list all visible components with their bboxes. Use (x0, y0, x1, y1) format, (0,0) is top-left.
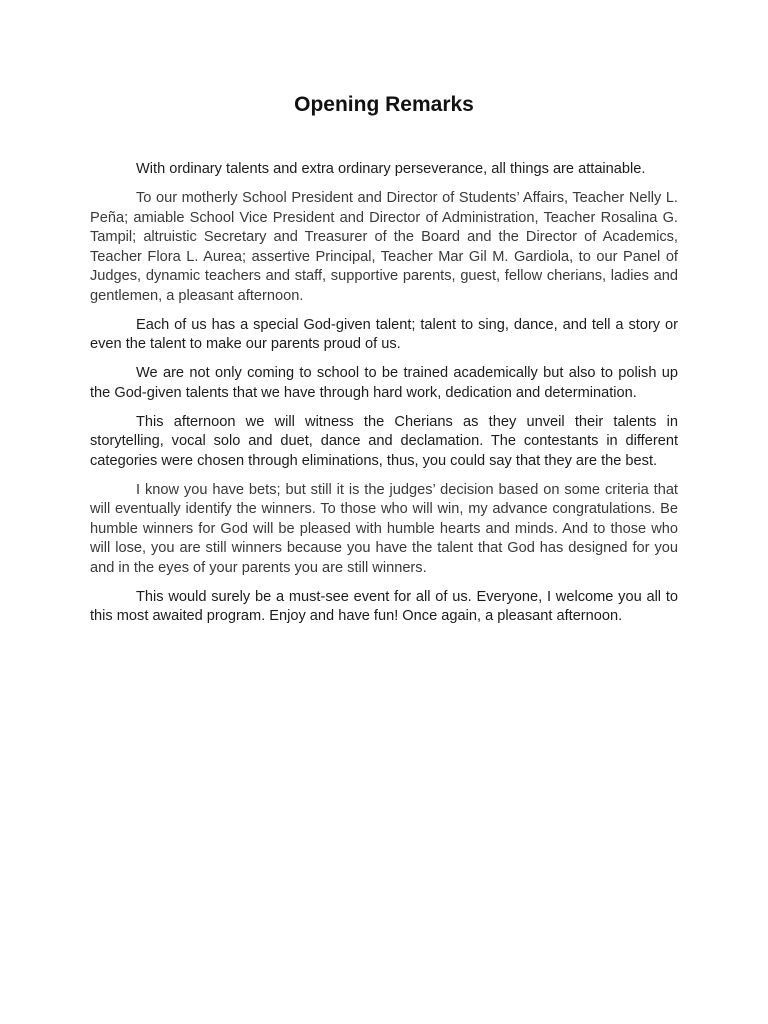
document-body (90, 160, 678, 636)
paragraph-salutation: To our motherly School President and Director of Students’ Affairs, Teacher Nelly L. Peña; amiable School Vice President and Director of Administration, Teacher Rosalina G. Tampil; altruistic Secretary and Treasurer of the Board and the Director of Academics, Teacher Flora L. Aurea; assertive Principal, Teacher Mar Gil M. Gardiola, to our Panel of Judges, dynamic teachers and staff, supportive parents, guest, fellow cherians, ladies and gentlemen, a pleasant afternoon. (90, 190, 678, 304)
page-title: Opening Remarks (294, 93, 474, 116)
paragraph-closing: This would surely be a must-see event for all of us. Everyone, I welcome you all to this most awaited program. Enjoy and have fun! Once again, a pleasant afternoon. (90, 588, 678, 624)
paragraph-event-overview: This afternoon we will witness the Cherians as they unveil their talents in storytelling, vocal solo and duet, dance and declamation. The contestants in different categories were chosen through eliminations, thus, you could say that they are the best. (90, 413, 678, 469)
paragraph-judges-decision: I know you have bets; but still it is the judges’ decision based on some criteria that will eventually identify the winners. To those who will win, my advance congratulations. Be humble winners for God will be pleased with humble hearts and minds. And to those who will lose, you are still winners because you have the talent that God has designed for you and in the eyes of your parents you are still winners. (90, 481, 678, 576)
paragraph-talent: Each of us has a special God-given talent; talent to sing, dance, and tell a story or even the talent to make our parents proud of us. (90, 316, 678, 352)
paragraph-school-purpose: We are not only coming to school to be trained academically but also to polish up the God-given talents that we have through hard work, dedication and determination. (90, 365, 678, 401)
paragraph-opening-quote: With ordinary talents and extra ordinary perseverance, all things are attainable. (136, 161, 646, 177)
